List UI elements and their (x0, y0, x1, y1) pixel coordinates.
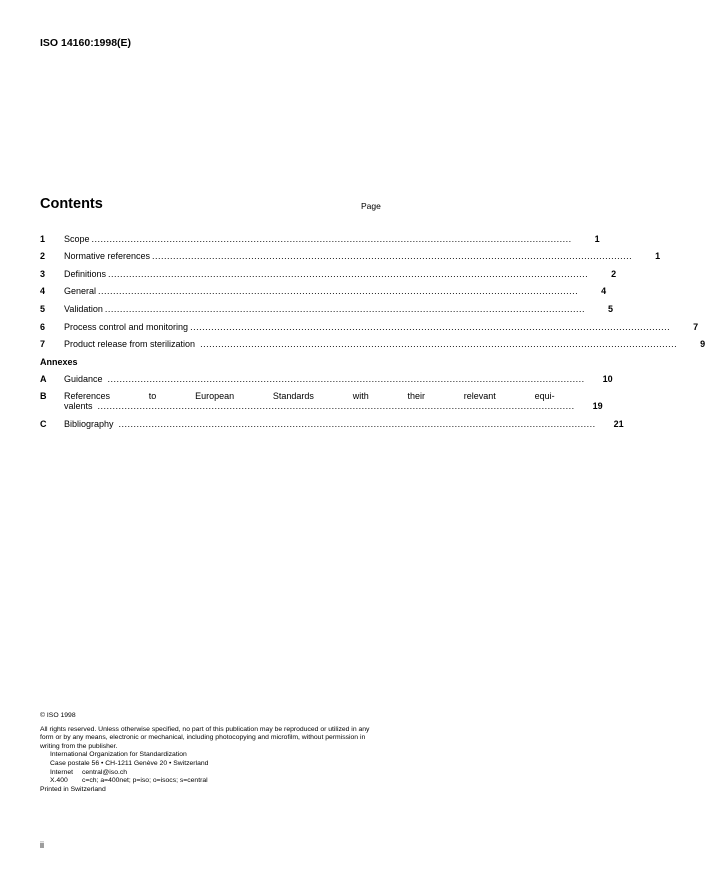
toc-entry-number: 6 (40, 321, 46, 332)
internet-value: central@iso.ch (82, 768, 128, 776)
toc-entry-process-control[interactable] (40, 314, 699, 332)
toc-entry-validation[interactable] (40, 296, 613, 314)
toc-entry-product-release[interactable] (40, 332, 705, 350)
dot-leader: ................................................................................................................................................................ (104, 303, 585, 314)
toc-entry-title: Validation (64, 303, 103, 314)
page-column-label: Page (361, 201, 381, 211)
toc-entry-page: 4 (601, 286, 607, 297)
internet-label: Internet (50, 768, 74, 776)
dot-leader: ................................................................................................................................................................ (190, 321, 671, 332)
page-number: ii (40, 840, 44, 850)
toc-entry-title: Scope (64, 233, 90, 244)
dot-leader: ............................................................................................................................................................... (94, 401, 575, 412)
toc-entry-definitions[interactable] (40, 261, 617, 279)
toc-entry-page: 1 (594, 233, 600, 244)
toc-entry-page: 7 (693, 321, 699, 332)
toc-entry-title: General (64, 286, 97, 297)
dot-leader: ............................................................................................................................................................... (115, 418, 596, 429)
toc-annex-bibliography[interactable] (40, 411, 624, 429)
organization-name: International Organization for Standardization (50, 751, 187, 759)
toc-entry-page: 2 (611, 268, 617, 279)
toc-entry-title-line1: References to European Standards with their relevant equi- (64, 391, 555, 402)
document-id: ISO 14160:1998(E) (40, 37, 132, 49)
toc-entry-title: Bibliography (64, 418, 114, 429)
dot-leader: ................................................................................................................................................................ (91, 233, 572, 244)
toc-entry-number: C (40, 418, 47, 429)
dot-leader: ................................................................................................................................................................ (108, 268, 589, 279)
x400-label: X.400 (50, 777, 68, 785)
dot-leader: ............................................................................................................................................................... (197, 339, 678, 350)
toc-annex-guidance[interactable] (40, 367, 613, 385)
toc-entry-page: 10 (602, 374, 613, 385)
toc-entry-number: 1 (40, 233, 46, 244)
dot-leader: ............................................................................................................................................................... (104, 374, 585, 385)
toc-annex-references[interactable] (40, 384, 603, 412)
printed-location: Printed in Switzerland (40, 785, 106, 793)
toc-entry-page: 21 (613, 418, 624, 429)
annexes-heading: Annexes (40, 356, 78, 367)
toc-entry-scope[interactable] (40, 226, 600, 244)
internet-contact (40, 769, 384, 778)
contents-heading: Contents (40, 196, 103, 212)
toc-entry-number: 4 (40, 286, 46, 297)
toc-entry-title: Guidance (64, 374, 103, 385)
toc-entry-title: Process control and monitoring (64, 321, 189, 332)
copyright-line: © ISO 1998 (40, 712, 76, 719)
toc-entry-number: B (40, 391, 47, 402)
toc-entry-general[interactable] (40, 279, 607, 297)
toc-entry-number: 3 (40, 268, 46, 279)
dot-leader: ................................................................................................................................................................ (98, 286, 579, 297)
copyright-notice (40, 712, 384, 794)
toc-entry-number: A (40, 374, 47, 385)
x400-value: c=ch; a=400net; p=iso; o=isocs; s=central (82, 777, 208, 785)
toc-entry-normative-references[interactable] (40, 244, 661, 262)
toc-entry-page: 19 (592, 401, 603, 412)
rights-statement: All rights reserved. Unless otherwise specified, no part of this publication may be reproduced or utilized in any form or by any means, electronic or mechanical, including photocopying and microfilm, without permission in writing from the publisher. (40, 725, 370, 750)
x400-contact (40, 777, 384, 786)
toc-entry-page: 1 (655, 251, 661, 262)
toc-entry-number: 2 (40, 251, 46, 262)
toc-entry-title: Definitions (64, 268, 107, 279)
toc-entry-page: 5 (607, 303, 613, 314)
toc-entry-title: Normative references (64, 251, 151, 262)
dot-leader: ................................................................................................................................................................ (152, 251, 633, 262)
postal-address: Case postale 56 • CH-1211 Genève 20 • Switzerland (50, 759, 209, 767)
toc-entry-title-line2: valents (64, 401, 93, 412)
toc-entry-title: Product release from sterilization (64, 339, 196, 350)
toc-entry-number: 7 (40, 339, 46, 350)
toc-entry-number: 5 (40, 303, 46, 314)
table-of-contents (40, 226, 705, 429)
toc-entry-page: 9 (700, 339, 705, 350)
